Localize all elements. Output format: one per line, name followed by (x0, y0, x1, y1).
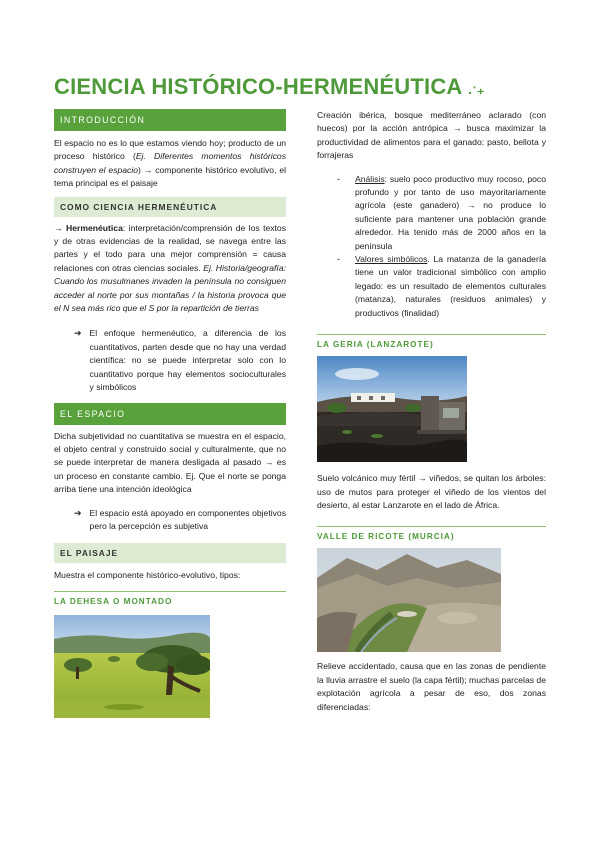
dehesa-valores-item: - Valores simbólicos. La matanza de la ganadería tiene un valor tradicional simbólico con amplio legado: es un resultado de elementos culturales (matanza), naturales (residuos animales) y productivos (finalidad) (337, 254, 546, 318)
hermeneutica-bullet: ➔ El enfoque hermenéutico, a diferencia de los cuantitativos, parten desde que no hay una verdad científica: no se puede interpretar solo con lo cuantitativo porque hay elementos socioculturales y simbólicos (54, 327, 286, 394)
bold-arrow-icon: ➔ (74, 328, 82, 339)
page-title (54, 74, 554, 100)
left-column (54, 109, 286, 718)
arrow-icon: → (54, 222, 63, 233)
section-header-valle-de-ricote: VALLE DE RICOTE (MURCIA) (317, 526, 546, 546)
right-column (317, 109, 546, 714)
section-header-dehesa: LA DEHESA O MONTADO (54, 591, 286, 611)
intro-paragraph: El espacio no es lo que estamos viendo hoy; producto de un proceso histórico (Ej. Diferentes momentos históricos construyen el espacio) → componente histórico evolutivo, el tema principal es el paisaje (54, 138, 287, 189)
hermeneutica-paragraph: → Hermenéutica: interpretación/comprensión de los textos y de otras evidencias de la realidad, se navega entre las partes y el todo para una mejor comprensión = causa relaciones con otras ciencias sociales. Ej. Historia/geografía: Cuando los musulmanes invaden la península no consiguen acceder al norte por sus montañas / la historia provoca que el N sea más rico que el S por la repartición de tierras (54, 222, 287, 314)
la-geria-photo (317, 356, 467, 462)
espacio-paragraph: Dicha subjetividad no cuantitativa se muestra en el espacio, el objeto central y construido social y culturalmente, que no se puede interpretar de manera desligada al pasado → es un proceso en constante cambio. Ej. Que el norte se ponga arriba tiene una intención ideológica (54, 430, 286, 495)
section-header-ciencia-hermeneutica: COMO CIENCIA HERMENÉUTICA (54, 197, 286, 217)
dehesa-analisis-item: - Análisis: suelo poco productivo muy rocoso, poco profundo y por tanto de uso mayoritariamente agrícola (este ganadero) → no produce lo suficiente para mantener una población grande alrededor. Ha tenido más de 2000 años en la península (337, 173, 546, 251)
paisaje-paragraph: Muestra el componente histórico-evolutivo, tipos: (54, 570, 241, 581)
section-header-el-paisaje: EL PAISAJE (54, 543, 286, 563)
la-geria-paragraph: Suelo volcánico muy fértil → viñedos, se quitan los árboles: uso de mutos para proteger el viñedo de los vientos del desierto, al estar Lanzarote en el lado de África. (317, 473, 546, 510)
sparkle-decoration: .ˑ₊ (468, 81, 485, 97)
section-header-el-espacio: EL ESPACIO (54, 403, 286, 425)
section-header-la-geria: LA GERIA (LANZAROTE) (317, 334, 546, 354)
section-header-introduccion: INTRODUCCIÓN (54, 109, 286, 131)
page-title-text: CIENCIA HISTÓRICO-HERMENÉUTICA (54, 74, 462, 99)
valle-de-ricote-photo (317, 548, 501, 652)
dehesa-photo (54, 615, 210, 718)
valle-de-ricote-paragraph: Relieve accidentado, causa que en las zonas de pendiente la lluvia arrastre el suelo (la capa fértil); muchas parcelas de explotación agrícola a pesar de eso, dos zonas diferenciadas: (317, 661, 546, 712)
bold-arrow-icon: ➔ (74, 507, 82, 518)
espacio-bullet: ➔ El espacio está apoyado en componentes objetivos pero la percepción es subjetiva (54, 507, 286, 534)
dehesa-paragraph: Creación ibérica, bosque mediterráneo aclarado (con huecos) por la acción antrópica → busca maximizar la productividad de alimentos para el ganado: pasto, bellota y forrajeras (317, 110, 546, 161)
